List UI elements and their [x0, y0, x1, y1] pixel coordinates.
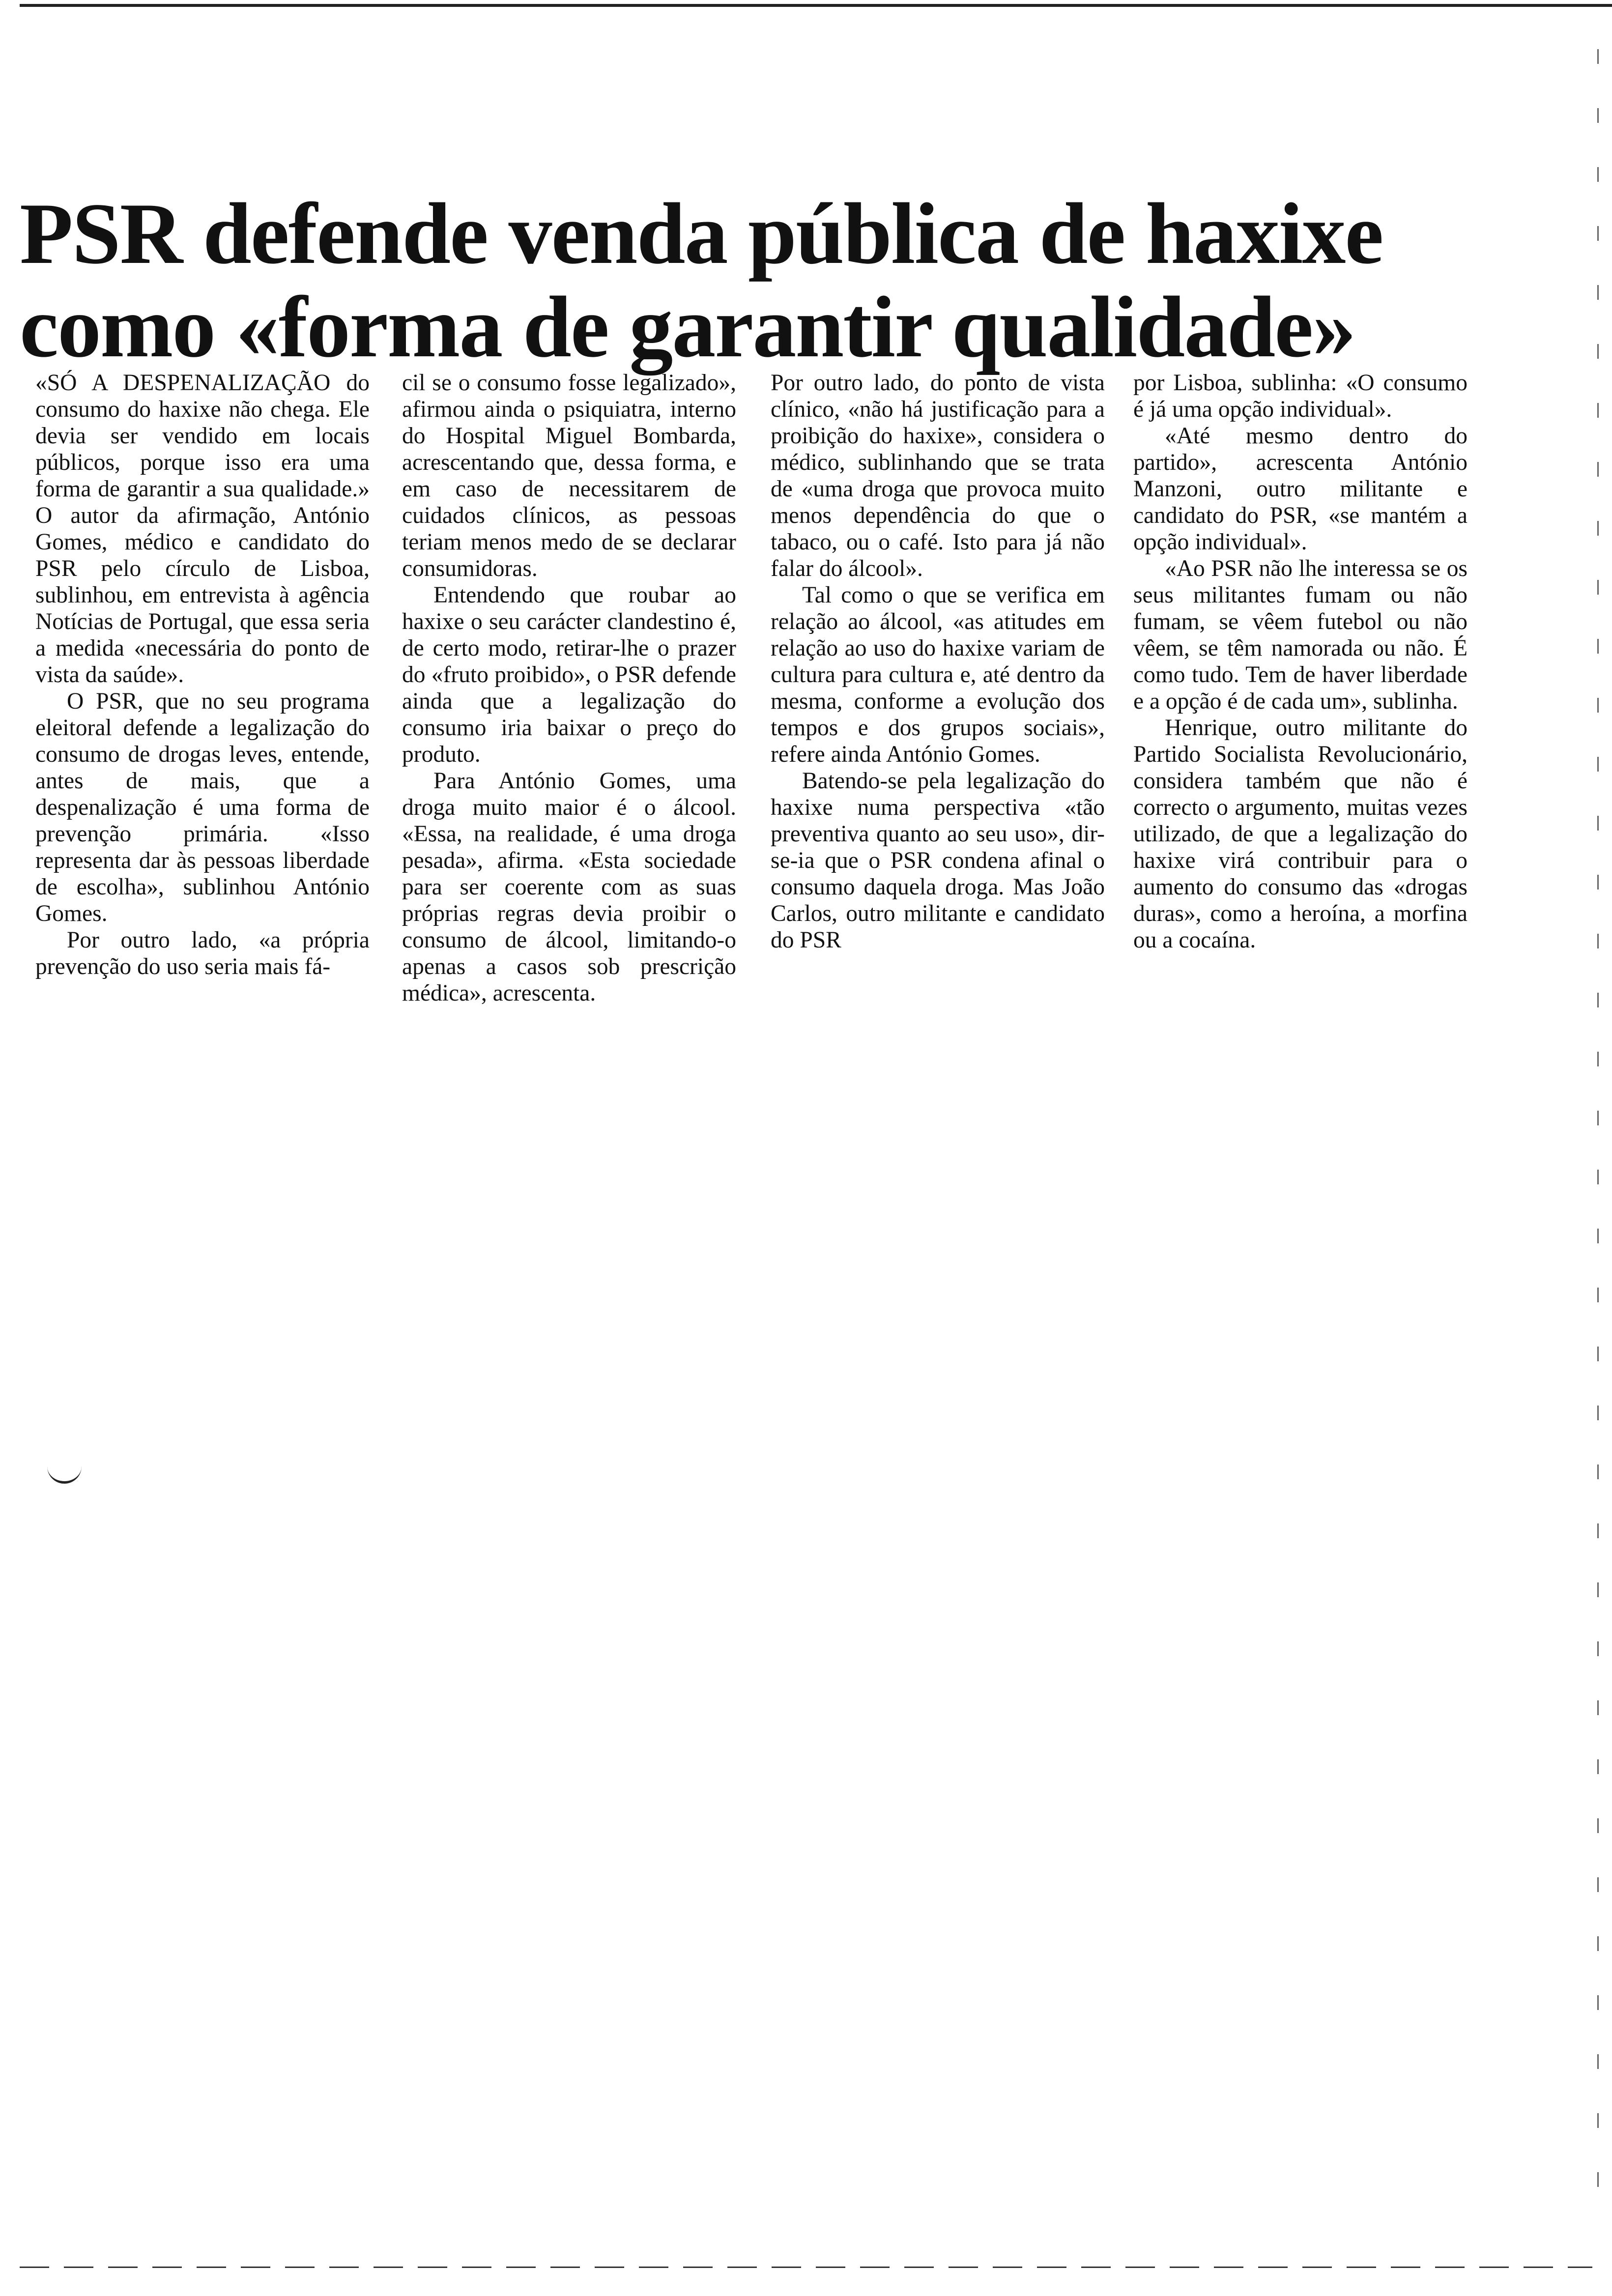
paragraph: Henrique, outro militante do Partido Socialista Revolucionário, considera também que não é correcto o argumento, muitas vezes utilizado, de que a legalização do haxixe virá contribuir para o aumento do consumo das «drogas duras», como a heroína, a morfina ou a cocaína.	[1133, 715, 1468, 953]
paragraph: Entendendo que roubar ao haxixe o seu carácter clandestino é, de certo modo, retirar-lhe o prazer do «fruto proibido», o PSR defende ainda que a legalização do consumo iria baixar o preço do produto.	[402, 582, 736, 767]
paragraph: Por outro lado, «a própria prevenção do uso seria mais fá-	[35, 927, 370, 979]
paragraph: por Lisboa, sublinha: «O consumo é já uma opção individual».	[1133, 370, 1468, 422]
top-rule	[20, 4, 1612, 7]
paragraph: O PSR, que no seu programa eleitoral defende a legalização do consumo de drogas leves, entende, antes de mais, que a despenalização é uma forma de prevenção primária. «Isso representa dar às pessoas liberdade de escolha», sublinhou António Gomes.	[35, 689, 370, 926]
paragraph: cil se o consumo fosse legalizado», afirmou ainda o psiquiatra, interno do Hospital Miguel Bombarda, acrescentando que, dessa forma, e em caso de necessitarem de cuidados clínicos, as pessoas teriam menos medo de se declarar consumidoras.	[402, 370, 736, 581]
paragraph: «SÓ A DESPENALIZAÇÃO do consumo do haxixe não chega. Ele devia ser vendido em locais públicos, porque isso era uma forma de garantir a sua qualidade.» O autor da afirmação, António Gomes, médico e candidato do PSR pelo círculo de Lisboa, sublinhou, em entrevista à agência Notícias de Portugal, que essa seria a medida «necessária do ponto de vista da saúde».	[35, 370, 370, 688]
article-column-2	[402, 370, 736, 1006]
article-column-4	[1133, 370, 1468, 953]
headline-line-1: PSR defende venda pública de haxixe	[20, 185, 1383, 282]
headline	[20, 187, 1494, 373]
paragraph: «Ao PSR não lhe interessa se os seus militantes fumam ou não fumam, se vêem futebol ou não vêem, se têm namorada ou não. É como tudo. Tem de haver liberdade e a opção é de cada um», sublinha.	[1133, 556, 1468, 714]
headline-line-2: como «forma de garantir qualidade»	[20, 278, 1355, 375]
bottom-rule	[20, 2267, 1592, 2268]
page-edge-mark	[1597, 49, 1599, 2211]
paragraph: Tal como o que se verifica em relação ao álcool, «as atitudes em relação ao uso do haxixe variam de cultura para cultura e, até dentro da mesma, conforme a evolução dos tempos e dos grupos sociais», refere ainda António Gomes.	[771, 582, 1105, 767]
paragraph: Para António Gomes, uma droga muito maior é o álcool. «Essa, na realidade, é uma droga pesada», afirma. «Esta sociedade para ser coerente com as suas próprias regras devia proibir o consumo de álcool, limitando-o apenas a casos sob prescrição médica», acrescenta.	[402, 768, 736, 1006]
paragraph: Batendo-se pela legalização do haxixe numa perspectiva «tão preventiva quanto ao seu uso», dir-se-ia que o PSR condena afinal o consumo daquela droga. Mas João Carlos, outro militante e candidato do PSR	[771, 768, 1105, 953]
paragraph: Por outro lado, do ponto de vista clínico, «não há justificação para a proibição do haxixe», considera o médico, sublinhando que se trata de «uma droga que provoca muito menos dependência do que o tabaco, ou o café. Isto para já não falar do álcool».	[771, 370, 1105, 581]
article-column-3	[771, 370, 1105, 953]
scan-mark	[47, 1464, 82, 1484]
article-column-1	[35, 370, 370, 980]
paragraph: «Até mesmo dentro do partido», acrescenta António Manzoni, outro militante e candidato do PSR, «se mantém a opção individual».	[1133, 423, 1468, 555]
